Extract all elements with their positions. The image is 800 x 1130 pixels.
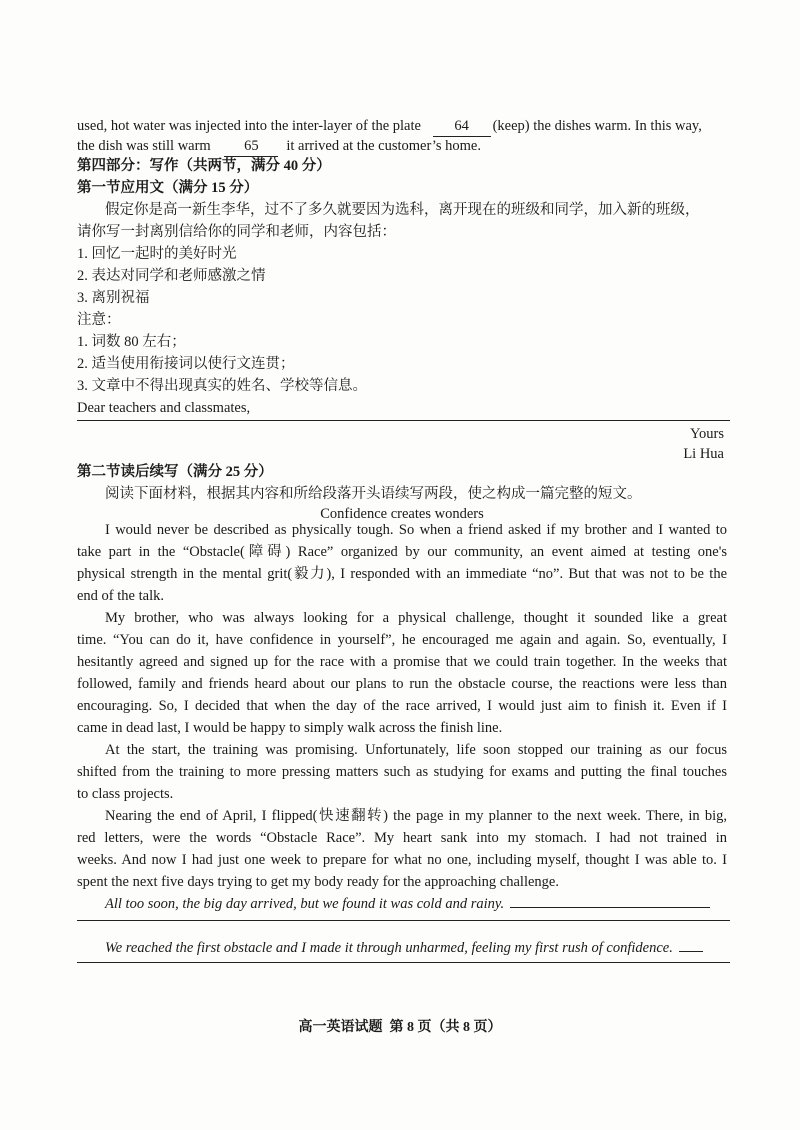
cloze-line-1 — [77, 116, 702, 137]
p1-line-1: I would never be described as physically tough. So when a friend asked if my brother and I wanted to — [105, 522, 727, 538]
p2-line-1: My brother, who was always looking for a physical challenge, thought it sounded like a great — [105, 610, 727, 626]
p2-line-4: followed, family and friends heard about our plans to run the obstacle course, the reactions were less than — [77, 676, 727, 692]
section2-heading: 第二节读后续写（满分 25 分） — [77, 464, 273, 480]
p2-line-6: came in dead last, I would be happy to simply walk across the finish line. — [77, 720, 503, 736]
blank-65: 65 — [224, 136, 278, 157]
p2-line-3: hesitantly agreed and signed up for the race with a promise that we could train together. In the weeks that — [77, 654, 727, 670]
part4-heading: 第四部分：写作（共两节，满分 40 分） — [77, 158, 331, 174]
p1-line-4: end of the talk. — [77, 588, 164, 604]
opening-2-blank — [679, 939, 703, 952]
passage-title: Confidence creates wonders — [320, 506, 484, 522]
p4-line-3: weeks. And now I had just one week to prepare for what no one, including myself, thought I was able to. I — [77, 852, 727, 868]
cloze-text-1a: used, hot water was injected into the inter-layer of the plate — [77, 118, 421, 134]
note-2: 2. 适当使用衔接词以使行文连贯； — [77, 356, 295, 372]
p4-line-2: red letters, were the words “Obstacle Race”. My heart sank into my stomach. I had not trained in — [77, 830, 727, 846]
opening-sentence-2 — [77, 938, 703, 958]
signature-yours: Yours — [690, 426, 724, 442]
blank-64: 64 — [433, 116, 491, 137]
p1-line-3: physical strength in the mental grit(毅力), I responded with an immediate “no”. But that was not to be the — [77, 566, 727, 582]
opening-1-text: All too soon, the big day arrived, but we found it was cold and rainy. — [105, 896, 505, 912]
p2-line-5: encouraging. So, I decided that when the day of the race arrived, I would just aim to finish it. Even if I — [77, 698, 727, 714]
prompt-line-2: 请你写一封离别信给你的同学和老师，内容包括： — [77, 224, 396, 240]
note-1: 1. 词数 80 左右； — [77, 334, 186, 350]
p4-line-4: spent the next five days trying to get my body ready for the approaching challenge. — [77, 874, 559, 890]
writing-line-2 — [77, 920, 730, 921]
writing-line-3 — [77, 962, 730, 963]
cloze-text-2a: the dish was still warm — [77, 138, 211, 154]
writing-line-1 — [77, 420, 730, 421]
opening-sentence-1 — [77, 894, 710, 914]
prompt-line-1: 假定你是高一新生李华，过不了多久就要因为选科，离开现在的班级和同学，加入新的班级， — [105, 202, 700, 218]
opening-2-text: We reached the first obstacle and I made it through unharmed, feeling my first rush of confidence. — [105, 940, 673, 956]
p3-line-2: shifted from the training to more pressing matters such as studying for exams and putting the final touches — [77, 764, 727, 780]
note-3: 3. 文章中不得出现真实的姓名、学校等信息。 — [77, 378, 367, 394]
p4-line-1: Nearing the end of April, I flipped(快速翻转) the page in my planner to the next week. There, in big, — [105, 808, 727, 824]
p1-line-2: take part in the “Obstacle(障碍) Race” organized by our community, an event aimed at testing one's — [77, 544, 727, 560]
p2-line-2: time. “You can do it, have confidence in yourself”, he encouraged me again and again. So, eventually, I — [77, 632, 727, 648]
p3-line-1: At the start, the training was promising. Unfortunately, life soon stopped our training as our focus — [105, 742, 727, 758]
signature-name: Li Hua — [683, 446, 724, 462]
page-footer: 高一英语试题 第 8 页（共 8 页） — [298, 1020, 502, 1035]
letter-greeting: Dear teachers and classmates, — [77, 400, 251, 416]
section1-heading: 第一节应用文（满分 15 分） — [77, 180, 259, 196]
content-point-2: 2. 表达对同学和老师感激之情 — [77, 268, 266, 284]
note-label: 注意： — [77, 312, 121, 328]
p3-line-3: to class projects. — [77, 786, 174, 802]
content-point-3: 3. 离别祝福 — [77, 290, 150, 306]
cloze-text-2b: it arrived at the customer’s home. — [286, 138, 481, 154]
opening-1-blank — [510, 895, 710, 908]
cloze-line-2 — [77, 136, 481, 157]
section2-instruction: 阅读下面材料，根据其内容和所给段落开头语续写两段，使之构成一篇完整的短文。 — [105, 486, 642, 502]
cloze-text-1b: (keep) the dishes warm. In this way, — [492, 118, 702, 134]
content-point-1: 1. 回忆一起时的美好时光 — [77, 246, 237, 262]
